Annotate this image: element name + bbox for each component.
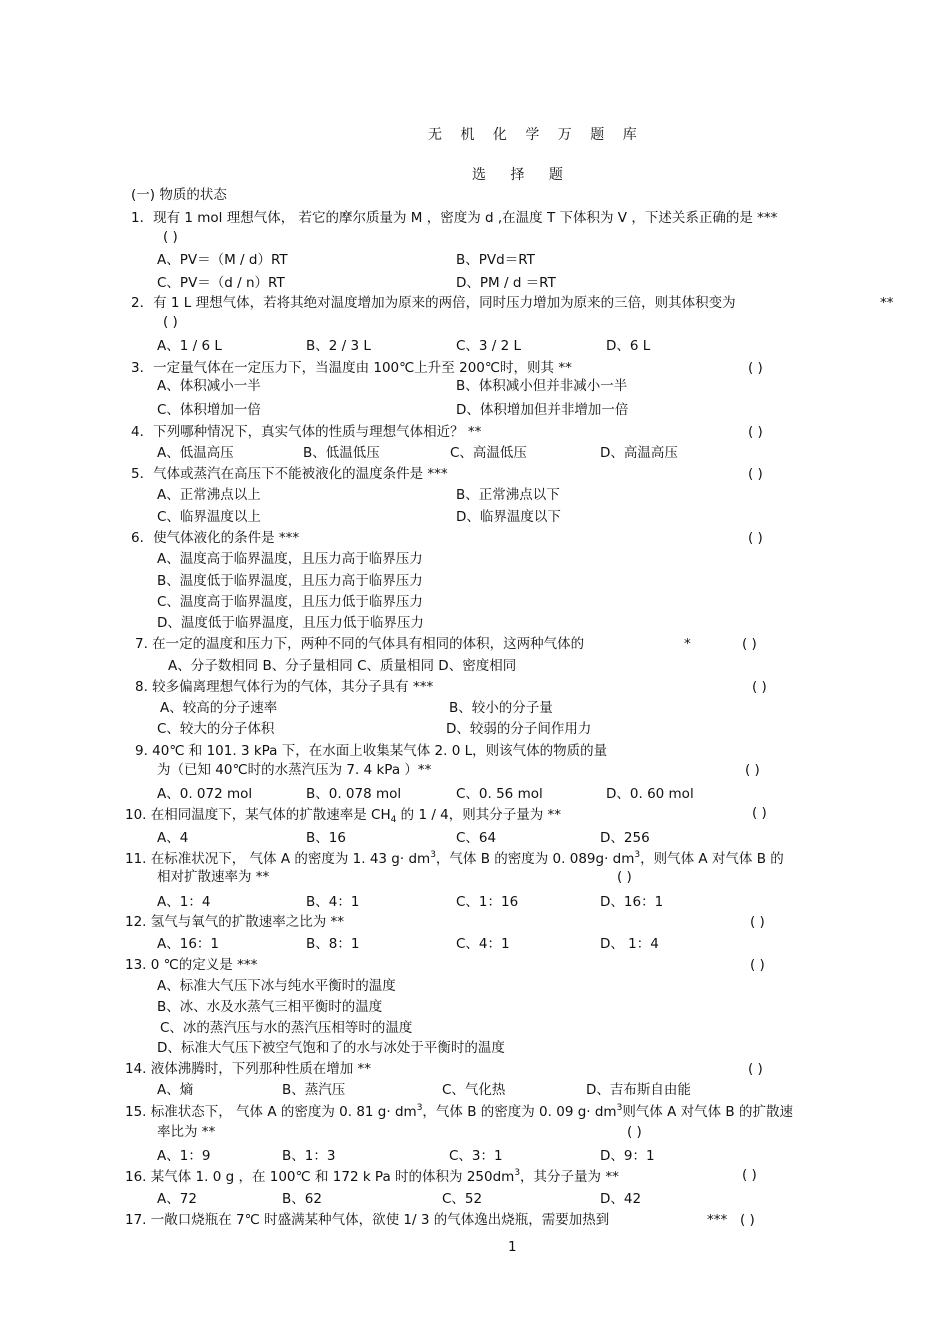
superscript: 3 [430,850,436,860]
question-10-text: 10. 在相同温度下，某气体的扩散速率是 CH [125,807,391,823]
difficulty-stars: * [684,636,691,652]
answer-paren: ( ) [748,530,763,546]
option: C、52 [442,1191,483,1207]
option: C、3 / 2 L [456,338,522,354]
question-10 [125,806,561,824]
question-15 [125,1103,793,1121]
superscript: 3 [634,850,641,860]
subsection-heading: (一) 物质的状态 [131,187,227,203]
option: A、72 [157,1191,197,1207]
option: C、0. 56 mol [456,786,543,802]
option: A、正常沸点以上 [157,487,261,503]
option: B、4：1 [306,894,360,910]
option: C、气化热 [442,1082,506,1098]
answer-paren: ( ) [617,869,632,885]
answer-paren: ( ) [627,1124,642,1140]
answer-paren: ( ) [163,229,178,245]
option: B、2 / 3 L [306,338,371,354]
answer-paren: ( ) [752,679,767,695]
option: A、0. 072 mol [157,786,253,802]
question-15-text-mid: ，气体 B 的密度为 0. 09 g· dm [422,1104,617,1120]
option: B、冰、水及水蒸气三相平衡时的温度 [157,999,383,1015]
answer-paren: ( ) [742,1167,757,1183]
option: B、正常沸点以下 [456,487,560,503]
question-11 [125,850,784,868]
option: C、1：16 [456,894,519,910]
option: A、体积减小一半 [157,378,261,394]
option: A、标准大气压下冰与纯水平衡时的温度 [157,978,396,994]
option: C、4：1 [456,936,510,952]
option-row: A、分子数相同 B、分子量相同 C、质量相同 D、密度相同 [168,658,517,674]
option: A、温度高于临界温度，且压力高于临界压力 [157,551,423,567]
question-15-cont: 率比为 ** [157,1124,216,1140]
question-12: 12. 氢气与氧气的扩散速率之比为 ** [125,914,345,930]
option: D、吉布斯自由能 [586,1082,691,1098]
question-3: 3．一定量气体在一定压力下，当温度由 100℃上升至 200℃时，则其 ** [131,360,572,376]
question-7: 7. 在一定的温度和压力下，两种不同的气体具有相同的体积，这两种气体的 [135,636,585,652]
option: C、高温低压 [450,445,527,461]
option: B、0. 078 mol [306,786,402,802]
option: B、8：1 [306,936,360,952]
option: D、PM / d ＝RT [456,275,556,291]
option: A、16：1 [157,936,220,952]
option: C、冰的蒸汽压与水的蒸汽压相等时的温度 [160,1020,413,1036]
option: C、较大的分子体积 [157,721,275,737]
option: C、临界温度以上 [157,509,261,525]
superscript: 3 [616,1103,623,1113]
question-11-cont: 相对扩散速率为 ** [157,869,270,885]
option: D、体积增加但并非增加一倍 [456,402,629,418]
option: A、PV＝（M / d）RT [157,252,288,268]
option: C、温度高于临界温度，且压力低于临界压力 [157,594,423,610]
question-15-text-end: 则气体 A 对气体 B 的扩散速 [622,1104,793,1120]
question-14: 14. 液体沸腾时，下列那种性质在增加 ** [125,1061,372,1077]
answer-paren: ( ) [742,636,757,652]
answer-paren: ( ) [163,314,178,330]
question-11-text: 11. 在标准状况下， 气体 A 的密度为 1. 43 g· dm [125,851,431,867]
question-1: 1．现有 1 mol 理想气体， 若它的摩尔质量为 M ，密度为 d ,在温度 T 下体积为 V ，下述关系正确的是 *** [131,210,778,226]
question-5: 5．气体或蒸汽在高压下不能被液化的温度条件是 *** [131,466,448,482]
option: B、16 [306,830,346,846]
question-11-text-end: ，则气体 A 对气体 B 的 [640,851,784,867]
answer-paren: ( ) [750,914,765,930]
option: A、熵 [157,1082,194,1098]
option: D、42 [600,1191,642,1207]
option: A、4 [157,830,189,846]
option: B、PVd＝RT [456,252,535,268]
option: B、温度低于临界温度，且压力高于临界压力 [157,573,423,589]
section-heading: 选 择 题 [472,167,573,183]
option: B、62 [282,1191,322,1207]
answer-paren: ( ) [752,805,767,821]
question-17: 17. 一敞口烧瓶在 7℃ 时盛满某种气体，欲使 1/ 3 的气体逸出烧瓶，需要加热到 [125,1212,610,1228]
question-6: 6．使气体液化的条件是 *** [131,530,300,546]
option: A、低温高压 [157,445,234,461]
answer-paren: ( ) [748,466,763,482]
option: D、较弱的分子间作用力 [446,721,592,737]
option: A、1：9 [157,1148,211,1164]
question-13: 13. 0 ℃的定义是 *** [125,957,258,973]
question-9: 9. 40℃ 和 101. 3 kPa 下，在水面上收集某气体 2. 0 L，则该气体的物质的量 [135,743,608,759]
question-16-text-end: ，其分子量为 ** [520,1169,619,1185]
option: D、6 L [606,338,651,354]
answer-paren: ( ) [748,424,763,440]
option: D、256 [600,830,650,846]
question-11-text-mid: ，气体 B 的密度为 0. 089g· dm [435,851,635,867]
option: C、体积增加一倍 [157,402,261,418]
option: B、蒸汽压 [282,1082,346,1098]
superscript: 3 [514,1168,521,1178]
difficulty-stars: ** [880,295,894,311]
option: A、1 / 6 L [157,338,222,354]
answer-paren: ( ) [745,762,760,778]
question-8: 8. 较多偏离理想气体行为的气体，其分子具有 *** [135,679,434,695]
option: D、高温高压 [600,445,678,461]
option: D、临界温度以下 [456,509,561,525]
answer-paren: ( ) [748,360,763,376]
question-15-text: 15. 标准状态下， 气体 A 的密度为 0. 81 g· dm [125,1104,417,1120]
option: B、较小的分子量 [449,700,553,716]
page-number: 1 [508,1239,517,1255]
option: D、16：1 [600,894,664,910]
question-9-cont: 为（已知 40℃时的水蒸汽压为 7. 4 kPa ）** [157,762,432,778]
question-16 [125,1168,619,1186]
option: C、64 [456,830,497,846]
difficulty-stars: *** [707,1212,728,1228]
option: D、 1：4 [600,936,659,952]
option: B、体积减小但并非减小一半 [456,378,628,394]
option: D、温度低于临界温度，且压力低于临界压力 [157,615,424,631]
answer-paren: ( ) [750,957,765,973]
option: A、较高的分子速率 [160,700,278,716]
option: D、0. 60 mol [606,786,694,802]
question-10-text-cont: 的 1 / 4，则其分子量为 ** [396,807,562,823]
option: C、PV＝（d / n）RT [157,275,285,291]
superscript: 3 [416,1103,423,1113]
document-title: 无 机 化 学 万 题 库 [428,127,644,143]
option: A、1：4 [157,894,211,910]
question-16-text: 16. 某气体 1. 0 g ，在 100℃ 和 172 k Pa 时的体积为 250dm [125,1169,515,1185]
option: B、低温低压 [303,445,380,461]
question-4: 4．下列哪种情况下，真实气体的性质与理想气体相近？ ** [131,424,482,440]
option: B、1：3 [282,1148,336,1164]
option: D、9：1 [600,1148,655,1164]
subscript: 4 [390,815,397,825]
answer-paren: ( ) [740,1212,755,1228]
question-2: 2．有 1 L 理想气体，若将其绝对温度增加为原来的两倍，同时压力增加为原来的三倍，则其体积变为 [131,295,736,311]
answer-paren: ( ) [748,1061,763,1077]
option: D、标准大气压下被空气饱和了的水与冰处于平衡时的温度 [157,1040,505,1056]
option: C、3：1 [449,1148,503,1164]
